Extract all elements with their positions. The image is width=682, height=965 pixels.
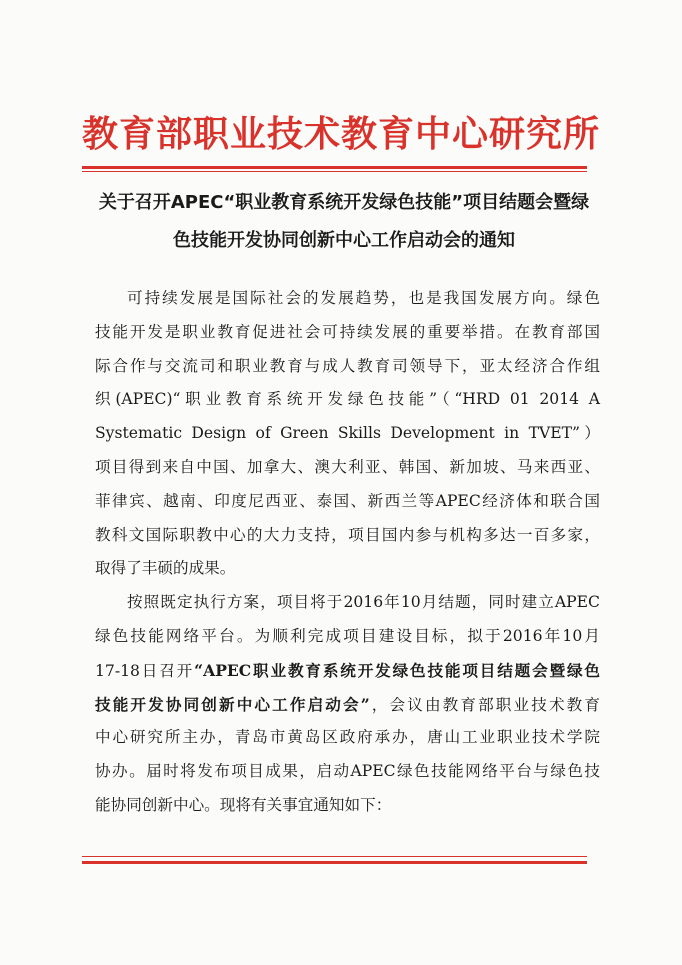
notice-body — [95, 282, 600, 823]
paragraph-line: 菲律宾、越南、印度尼西亚、泰国、新西兰等APEC经济体和联合国 — [95, 491, 600, 510]
paragraph-line: 取得了丰硕的成果。 — [95, 559, 236, 578]
paragraph-line: 可持续发展是国际社会的发展趋势，也是我国发展方向。绿色 — [127, 289, 600, 307]
meeting-name-part-1: “APEC职业教育系统开发绿色技能项目结题会暨绿色 — [194, 660, 600, 680]
paragraph-line: 能协同创新中心。现将有关事宜通知如下： — [95, 795, 392, 814]
footer-rule-thick — [82, 861, 587, 864]
meeting-name-part-2: 技能开发协同创新中心工作启动会” — [95, 694, 370, 714]
paragraph-line: 绿色技能网络平台。为顺利完成项目建设目标，拟于2016年10月 — [95, 626, 600, 645]
paragraph-line: 织(APEC)“职业教育系统开发绿色技能”（“HRD 01 2014 A — [95, 390, 600, 409]
notice-title — [94, 184, 594, 260]
meeting-organizer-intro: ，会议由教育部职业技术教育 — [369, 695, 600, 714]
paragraph-line: 教科文国际职教中心的大力支持，项目国内参与机构多达一百多家， — [95, 525, 600, 544]
paragraph-line: 中心研究所主办，青岛市黄岛区政府承办，唐山工业职业技术学院 — [95, 728, 600, 747]
meeting-date: 17-18日召开 — [95, 661, 195, 680]
footer-rule-thin — [82, 856, 587, 857]
notice-title-line-1: 关于召开APEC“职业教育系统开发绿色技能”项目结题会暨绿 — [98, 192, 590, 213]
paragraph-line: 按照既定执行方案，项目将于2016年10月结题，同时建立APEC — [127, 593, 600, 612]
letterhead-rule-thin — [82, 171, 587, 172]
paragraph-line-mixed — [95, 688, 600, 722]
paragraph-1 — [95, 282, 600, 586]
letterhead-title: 教育部职业技术教育中心研究所 — [81, 113, 600, 155]
paragraph-line: 协办。届时将发布项目成果，启动APEC绿色技能网络平台与绿色技 — [95, 762, 600, 781]
paragraph-line-mixed — [95, 654, 600, 688]
paragraph-line: 际合作与交流司和职业教育与成人教育司领导下，亚太经济合作组 — [95, 356, 600, 375]
notice-title-line-2: 色技能开发协同创新中心工作启动会的通知 — [173, 230, 515, 251]
paragraph-line: Systematic Design of Green Skills Development in TVET”） — [95, 424, 600, 443]
paragraph-2 — [95, 586, 600, 823]
paragraph-line: 技能开发是职业教育促进社会可持续发展的重要举措。在教育部国 — [95, 322, 600, 341]
letterhead-rule-thick — [82, 166, 587, 169]
paragraph-line: 项目得到来自中国、加拿大、澳大利亚、韩国、新加坡、马来西亚、 — [95, 457, 600, 476]
